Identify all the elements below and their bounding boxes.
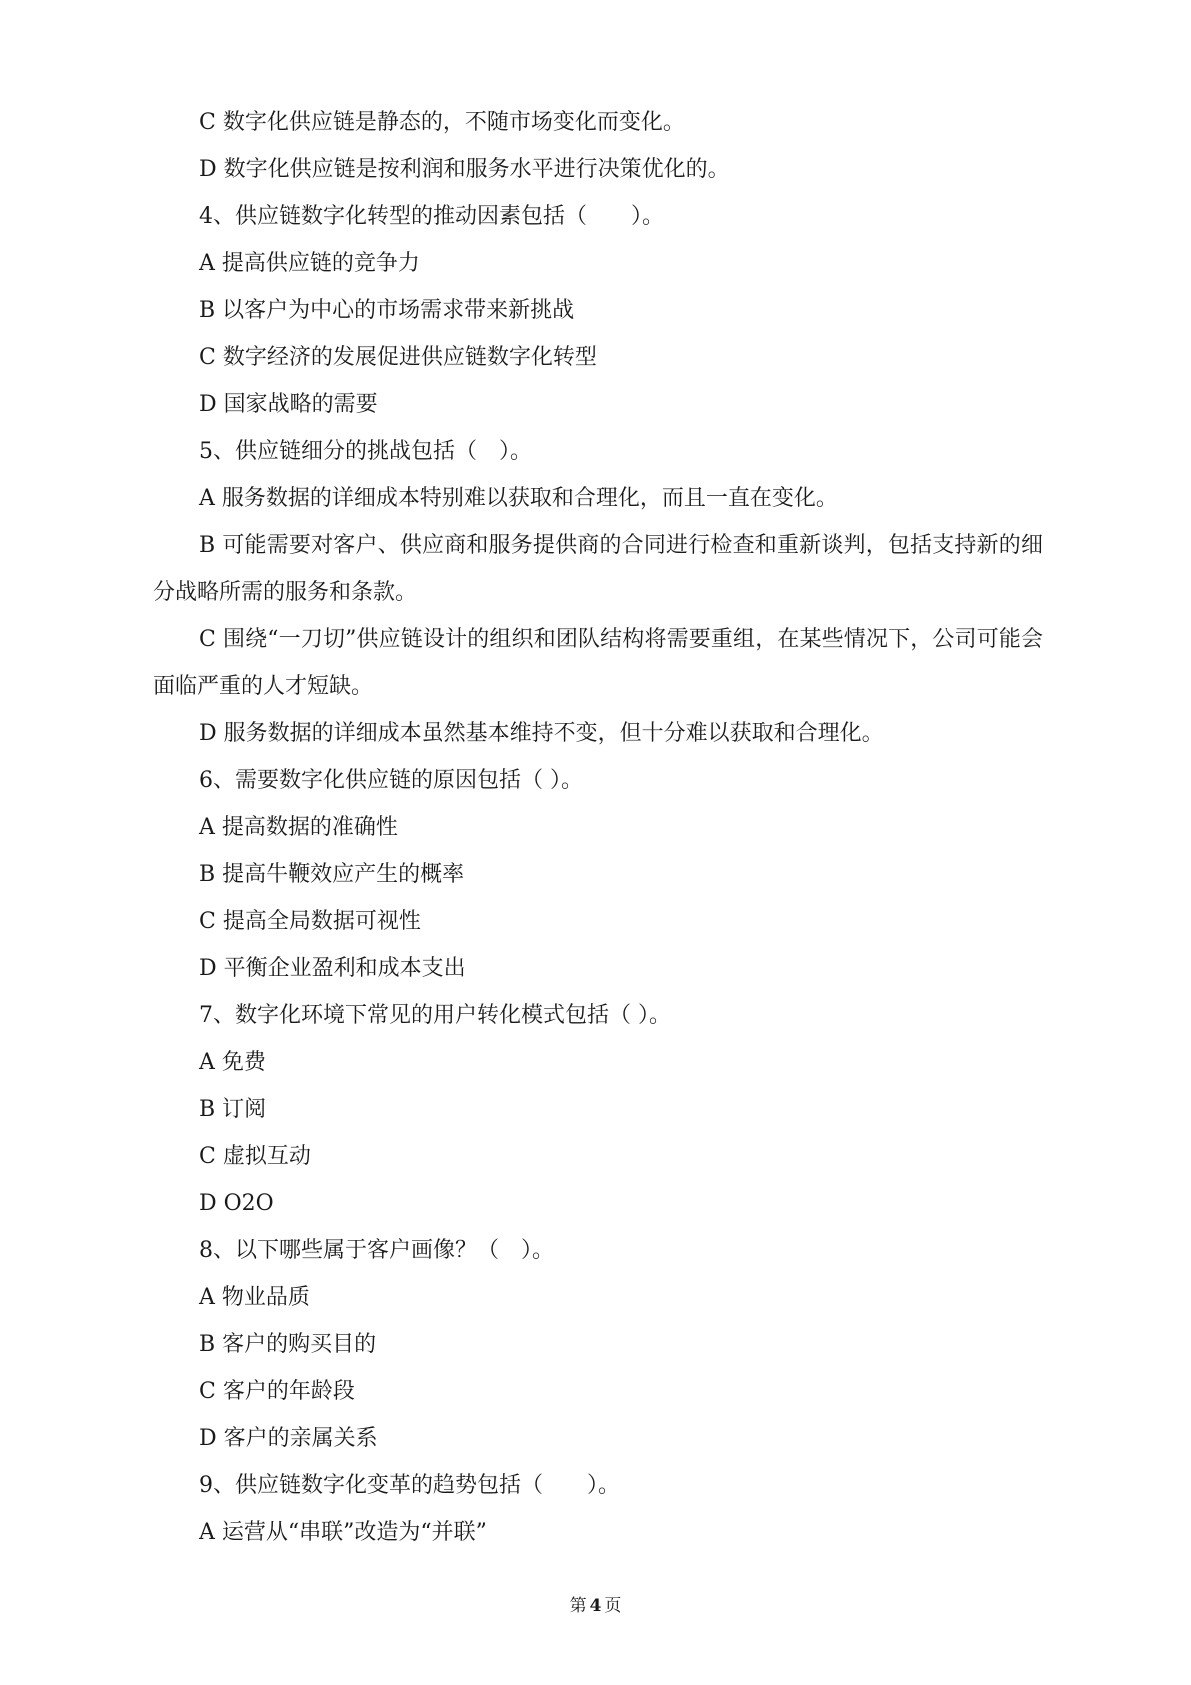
question-7: 7、数字化环境下常见的用户转化模式包括（ ）。	[199, 1003, 671, 1028]
option-3d: D 数字化供应链是按利润和服务水平进行决策优化的。	[199, 157, 730, 182]
option-5a: A 服务数据的详细成本特别难以获取和合理化，而且一直在变化。	[199, 486, 838, 511]
option-4d: D 国家战略的需要	[199, 392, 378, 417]
option-7a: A 免费	[199, 1050, 266, 1075]
option-4b: B 以客户为中心的市场需求带来新挑战	[199, 298, 575, 323]
option-5d: D 服务数据的详细成本虽然基本维持不变，但十分难以获取和合理化。	[199, 721, 884, 746]
option-6d: D 平衡企业盈利和成本支出	[199, 956, 466, 981]
option-7d: D O2O	[199, 1191, 274, 1216]
option-6c: C 提高全局数据可视性	[199, 909, 421, 934]
option-6a: A 提高数据的准确性	[199, 815, 398, 840]
option-4a: A 提高供应链的竞争力	[199, 251, 420, 276]
option-4c: C 数字经济的发展促进供应链数字化转型	[199, 345, 597, 370]
page-number-prefix: 第	[569, 1596, 587, 1616]
option-8a: A 物业品质	[199, 1285, 310, 1310]
option-5c: C 围绕“一刀切”供应链设计的组织和团队结构将需要重组，在某些情况下，公司可能会面临严重的人才短缺。	[153, 627, 1043, 699]
question-9: 9、供应链数字化变革的趋势包括（ ）。	[199, 1473, 620, 1498]
option-9a: A 运营从“串联”改造为“并联”	[199, 1520, 487, 1545]
option-6b: B 提高牛鞭效应产生的概率	[199, 862, 465, 887]
option-5b: B 可能需要对客户、供应商和服务提供商的合同进行检查和重新谈判，包括支持新的细分战略所需的服务和条款。	[153, 533, 1043, 605]
question-5: 5、供应链细分的挑战包括（ ）。	[199, 439, 532, 464]
question-6: 6、需要数字化供应链的原因包括（ ）。	[199, 768, 583, 793]
page-number: 4	[589, 1596, 602, 1616]
option-8d: D 客户的亲属关系	[199, 1426, 378, 1451]
page-content	[153, 99, 1043, 1556]
question-4: 4、供应链数字化转型的推动因素包括（ ）。	[199, 204, 664, 229]
option-3c: C 数字化供应链是静态的，不随市场变化而变化。	[199, 110, 685, 135]
option-7b: B 订阅	[199, 1097, 267, 1122]
option-8c: C 客户的年龄段	[199, 1379, 355, 1404]
option-8b: B 客户的购买目的	[199, 1332, 377, 1357]
question-8: 8、以下哪些属于客户画像？（ ）。	[199, 1238, 554, 1263]
page-number-suffix: 页	[604, 1596, 622, 1616]
option-7c: C 虚拟互动	[199, 1144, 311, 1169]
page-footer	[0, 1591, 1191, 1616]
